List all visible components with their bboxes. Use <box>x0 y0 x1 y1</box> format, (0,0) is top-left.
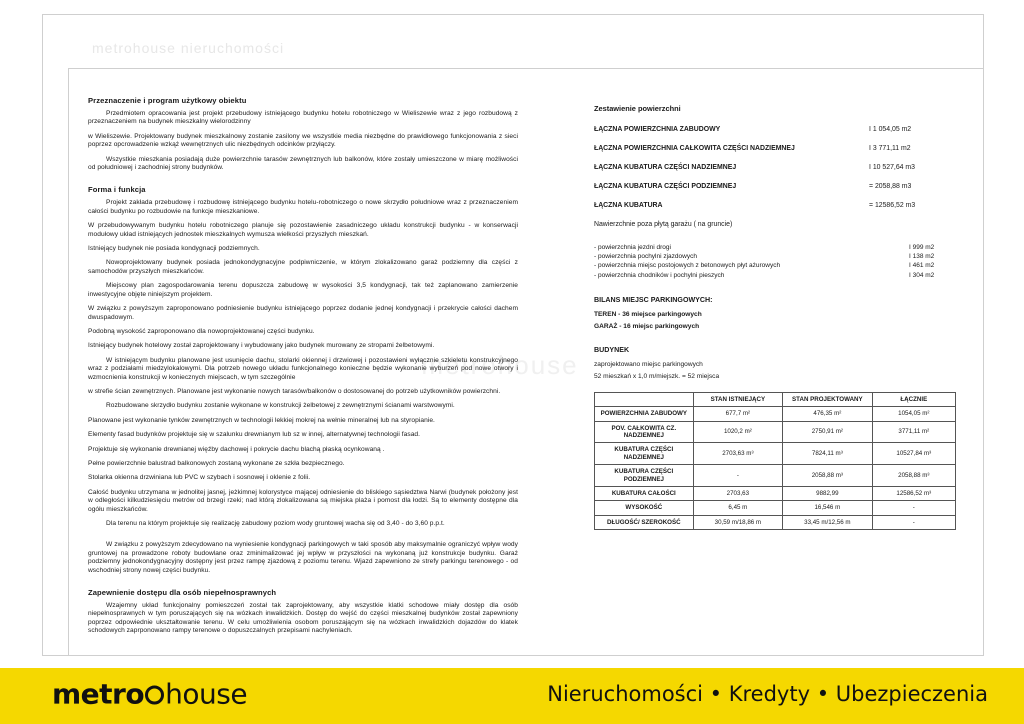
cell-existing: 677,7 m² <box>693 407 782 421</box>
paragraph: W istniejącym budynku planowane jest usunięcie dachu, stolarki okiennej i drzwiowej i pozostawieni wyłącznie szkieletu konstrukcyjnego wraz z podziałami miedzylokalowymi. Dla potrzeb nowego układu funkcjonalnego konieczne będzie wykonanie wyburzeń pod nowe otwory i wzmocnienia konstrukcji w koniecznych miejscach, w tym szczególnie <box>88 356 518 381</box>
paragraph: Istniejący budynek nie posiada kondygnacji podziemnych. <box>88 245 260 253</box>
row-label: POWIERZCHNIA ZABUDOWY <box>595 407 694 421</box>
row-label: WYSOKOŚĆ <box>595 501 694 515</box>
area-row <box>594 125 969 134</box>
paragraph: Wzajemny układ funkcjonalny pomieszczeń został tak zaprojektowany, aby wszystkie klatki schodowe miały dostęp dla osób niepełnosprawnych w tym poruszających się na wózkach inwalidzkich. Dostęp do wejść do części mieszkalnej budynków został zapewniony poprzez odpowiednie ukształtowanie terenu. W celu umożliwienia osobom poruszającym się na wózkach inwalidzkich dojazdów do klatek schodowych zaprponowano rampy terenowe o dopuszczalnych przepisami nachyleniach. <box>88 602 518 635</box>
paragraph: Planowane jest wykonanie tynków zewnętrznych w technologii lekkiej mokrej na wełnie mineralnej lub na styropianie. <box>88 416 435 424</box>
paragraph: Projekt zakłada przebudowę i rozbudowę istniejącego budynku hotelu-robotniczego o nowe skrzydło południowe wraz z przeznaczeniem całości budynku po rozbudowie na funkcje mieszkaniowe. <box>88 199 518 215</box>
table-col-header: STAN ISTNIEJĄCY <box>693 392 782 406</box>
paragraph: Miejscowy plan zagospodarowania terenu dopuszcza zabudowę w wysokości 3,5 kondygnacji, tak też zaplanowano zamierzenie inwestycyjne objęte niniejszym projektem. <box>88 282 518 298</box>
area-value: = 2058,88 m3 <box>869 183 912 190</box>
surface-list <box>594 243 969 280</box>
area-value: I 10 527,64 m3 <box>869 164 915 171</box>
table-col-header <box>595 392 694 406</box>
area-label: ŁĄCZNA KUBATURA <box>594 202 663 209</box>
cell-planned: 476,35 m² <box>783 407 872 421</box>
cell-total: 10527,84 m³ <box>872 443 955 465</box>
right-summary-column <box>594 104 969 530</box>
cell-planned: 33,45 m/12,56 m <box>783 515 872 529</box>
paragraph: Projektuje się wykonanie drewnianej więźby dachowej i pokrycie dachu blachą płaską ocynkowaną . <box>88 445 385 453</box>
cell-existing: 30,59 m/18,86 m <box>693 515 782 529</box>
left-text-column <box>88 96 518 642</box>
cell-planned: 9882,99 <box>783 487 872 501</box>
cell-total: 12586,52 m³ <box>872 487 955 501</box>
logo-rest-text: house <box>165 677 248 711</box>
paragraph: Przedmiotem opracowania jest projekt przebudowy istniejącego budynku hotelu robotniczego w Wieliszewie wraz z jego rozbudową z przeznaczeniem na budynek mieszkalny wielorodzinny <box>88 110 518 126</box>
area-row <box>594 182 969 191</box>
area-row <box>594 163 969 172</box>
table-header-row <box>595 392 956 406</box>
surface-row <box>594 271 969 280</box>
table-row <box>595 407 956 421</box>
cell-existing: 6,45 m <box>693 501 782 515</box>
area-label: Nawierzchnie poza płytą garażu ( na gruncie) <box>594 221 733 228</box>
table-row <box>595 487 956 501</box>
ring-icon <box>145 685 164 704</box>
building-heading: BUDYNEK <box>594 345 630 354</box>
table-col-header: ŁĄCZNIE <box>872 392 955 406</box>
row-label: KUBATURA CAŁOŚCI <box>595 487 694 501</box>
surface-row <box>594 243 969 252</box>
table-row <box>595 421 956 443</box>
parking-block <box>594 296 969 330</box>
cell-total: - <box>872 515 955 529</box>
paragraph: Podobną wysokość zaproponowano dla nowoprojektowanej części budynku. <box>88 327 315 335</box>
building-line: 52 mieszkań x 1,0 m/miejszk. = 52 miejsca <box>594 372 720 380</box>
paragraph: Całość budynku utrzymana w jednolitej jasnej, jeżkimnej kolorystyce mającej odniesienie do bliskiego sąsiedztwa Narwi (budynek położony jest w odległości kilkudziesięciu metrów od brzegi rzeki; nad którą zlokalizowana są miejska plaża i pomost dla łodzi. Są to elementy dostępne dla ogółu mieszkańców. <box>88 488 518 513</box>
cell-planned: 2058,88 m³ <box>783 465 872 487</box>
area-value: = 12586,52 m3 <box>869 202 916 209</box>
building-block <box>594 346 969 380</box>
paragraph: Nowoprojektowany budynek posiada jednokondygnacyjne podpiwniczenie, w którym zlokalizowano garaż podziemny dla części z samochodów przyszłych mieszkańców. <box>88 259 518 275</box>
footer-tagline: Nieruchomości • Kredyty • Ubezpieczenia <box>547 682 988 706</box>
table-row <box>595 465 956 487</box>
area-row <box>594 201 969 210</box>
surface-value: I 999 m2 <box>909 244 935 251</box>
paragraph: Stolarka okienna drzwiniana lub PVC w szybach i sosnowej i oklenie z folii. <box>88 474 311 482</box>
watermark-text: metrohouse <box>421 350 579 380</box>
cell-total: 1054,05 m² <box>872 407 955 421</box>
area-label: ŁĄCZNA KUBATURA CZĘŚCI PODZIEMNEJ <box>594 183 737 190</box>
cell-total: 2058,88 m³ <box>872 465 955 487</box>
row-label: POV. CAŁKOWITA CZ. NADZIEMNEJ <box>595 421 694 443</box>
cell-existing: - <box>693 465 782 487</box>
area-label: ŁĄCZNA POWIERZCHNIA CAŁKOWITA CZĘŚCI NADZIEMNEJ <box>594 145 795 152</box>
surface-value: I 304 m2 <box>909 271 935 279</box>
cell-planned: 16,546 m <box>783 501 872 515</box>
surface-label: - powierzchnia pochylni zjazdowych <box>594 253 697 261</box>
surface-label: - powierzchnia jezdni drogi <box>594 244 671 251</box>
building-line: zaprojektowano miejsc parkingowych <box>594 360 703 368</box>
area-row <box>594 220 969 229</box>
paragraph: Elementy fasad budynków projektuje się w szalunku drewnianym lub sz w innej, alternatywnej technologii fasad. <box>88 431 421 439</box>
table-row <box>595 515 956 529</box>
table-row <box>595 443 956 465</box>
table-row <box>595 501 956 515</box>
area-label: ŁĄCZNA KUBATURA CZĘŚCI NADZIEMNEJ <box>594 164 737 171</box>
cell-planned: 2750,91 m² <box>783 421 872 443</box>
cell-existing: 1020,2 m² <box>693 421 782 443</box>
cell-existing: 2703,63 <box>693 487 782 501</box>
surface-label: - powierzchnia miejsc postojowych z betonowych płyt ażurowych <box>594 262 781 270</box>
section-heading-accessibility: Zapewnienie dostępu dla osób niepełnosprawnych <box>88 588 277 598</box>
row-label: DŁUGOŚĆ/ SZEROKOŚĆ <box>595 515 694 529</box>
cell-existing: 2703,63 m³ <box>693 443 782 465</box>
section-heading-form: Forma i funkcja <box>88 185 146 195</box>
logo-bold-text: metro <box>52 677 145 711</box>
paragraph: W związku z powyższym zdecydowano na wyniesienie kondygnacji parkingowych w taki sposób aby maksymalnie ograniczyć wpływ wody gruntowej na prowadzone roboty budowlane oraz zminimalizować jej wpływ w przyszłości na wykonaną już konstrukcje budynku. Garaż podziemny jednokondygnacyjny dostępny jest przez rampę zjazdową z poziomu terenu. Wjazd zapewniono ze strefy parkingu terenowego - od wschodniej strony nowej części budynku. <box>88 541 518 574</box>
cell-total: - <box>872 501 955 515</box>
surface-value: I 461 m2 <box>909 262 935 270</box>
parking-line: GARAŻ - 16 miejsc parkingowych <box>594 322 700 330</box>
section-heading-purpose: Przeznaczenie i program użytkowy obiektu <box>88 96 247 105</box>
paragraph: Wszystkie mieszkania posiadają duże powierzchnie tarasów zewnętrznych lub balkonów, które zostały umieszczone w miarę możliwości od południowej i zachodniej strony budynków. <box>88 155 518 172</box>
area-value: I 1 054,05 m2 <box>869 126 912 133</box>
paragraph: Istniejący budynek hotelowy został zaprojektowany i wybudowany jako budynek murowany ze stropami żelbetowymi. <box>88 342 435 350</box>
table-col-header: STAN PROJEKTOWANY <box>783 392 872 406</box>
paragraph: Rozbudowane skrzydło budynku zostanie wykonane w konstrukcji żelbetowej z zewnętrznymi ścianami warstwowymi. <box>106 402 455 410</box>
parking-heading: BILANS MIEJSC PARKINGOWYCH: <box>594 295 713 304</box>
surface-label: - powierzchnia chodników i pochylni pieszych <box>594 271 725 279</box>
parking-line: TEREN - 36 miejsce parkingowych <box>594 310 702 318</box>
balance-table <box>594 392 956 530</box>
paragraph: w Wieliszewie. Projektowany budynek mieszkalnowy zostanie zasilony we wszystkie media niezbędne do prawidłowego funkcjonowania z sieci poprzez opcrowadzenie wzkąż wewnętrznych ulic niezbędnych odcinków przyłączy. <box>88 132 518 149</box>
cell-total: 3771,11 m² <box>872 421 955 443</box>
paragraph: Dla terenu na którym projektuje się realizację zabudowy poziom wody gruntowej wacha się od 3,40 - do 3,60 p.p.t. <box>106 520 445 527</box>
paragraph: Pełne powierzchnie balustrad balkonowych zostaną wykonane ze szkła bezpiecznego. <box>88 459 345 467</box>
area-row <box>594 144 969 153</box>
cell-planned: 7824,11 m³ <box>783 443 872 465</box>
paragraph: W przebudowywanym budynku hotelu robotniczego planuje się pozostawienie zasadniczego układu konstrukcji budynku - w konserwacji modułowy układ istniejących jednostek mieszkalnych wymusza wielkości przyszłych mieszkań. <box>88 222 518 238</box>
surface-row <box>594 261 969 270</box>
paragraph: w strefie ścian zewnętrznych. Planowane jest wykonanie nowych tarasów/balkonów o dostosowanej do potrzeb użytkowników powierzchni. <box>88 387 501 395</box>
row-label: KUBATURA CZĘŚCI NADZIEMNEJ <box>595 443 694 465</box>
area-value: I 3 771,11 m2 <box>869 145 911 152</box>
surface-row <box>594 252 969 261</box>
row-label: KUBATURA CZĘŚCI PODZIEMNEJ <box>595 465 694 487</box>
area-label: ŁĄCZNA POWIERZCHNIA ZABUDOWY <box>594 126 721 133</box>
header-stamp: metrohouse nieruchomości <box>92 40 285 56</box>
summary-title: Zestawienie powierzchni <box>594 104 681 113</box>
surface-value: I 138 m2 <box>909 253 935 261</box>
metrohouse-logo <box>52 678 247 711</box>
paragraph: W związku z powyższym zaproponowano podniesienie budynku istniejącego poprzez dodanie jednej kondygnacji i przekrycie całości dachem dwuspadowym. <box>88 305 518 321</box>
